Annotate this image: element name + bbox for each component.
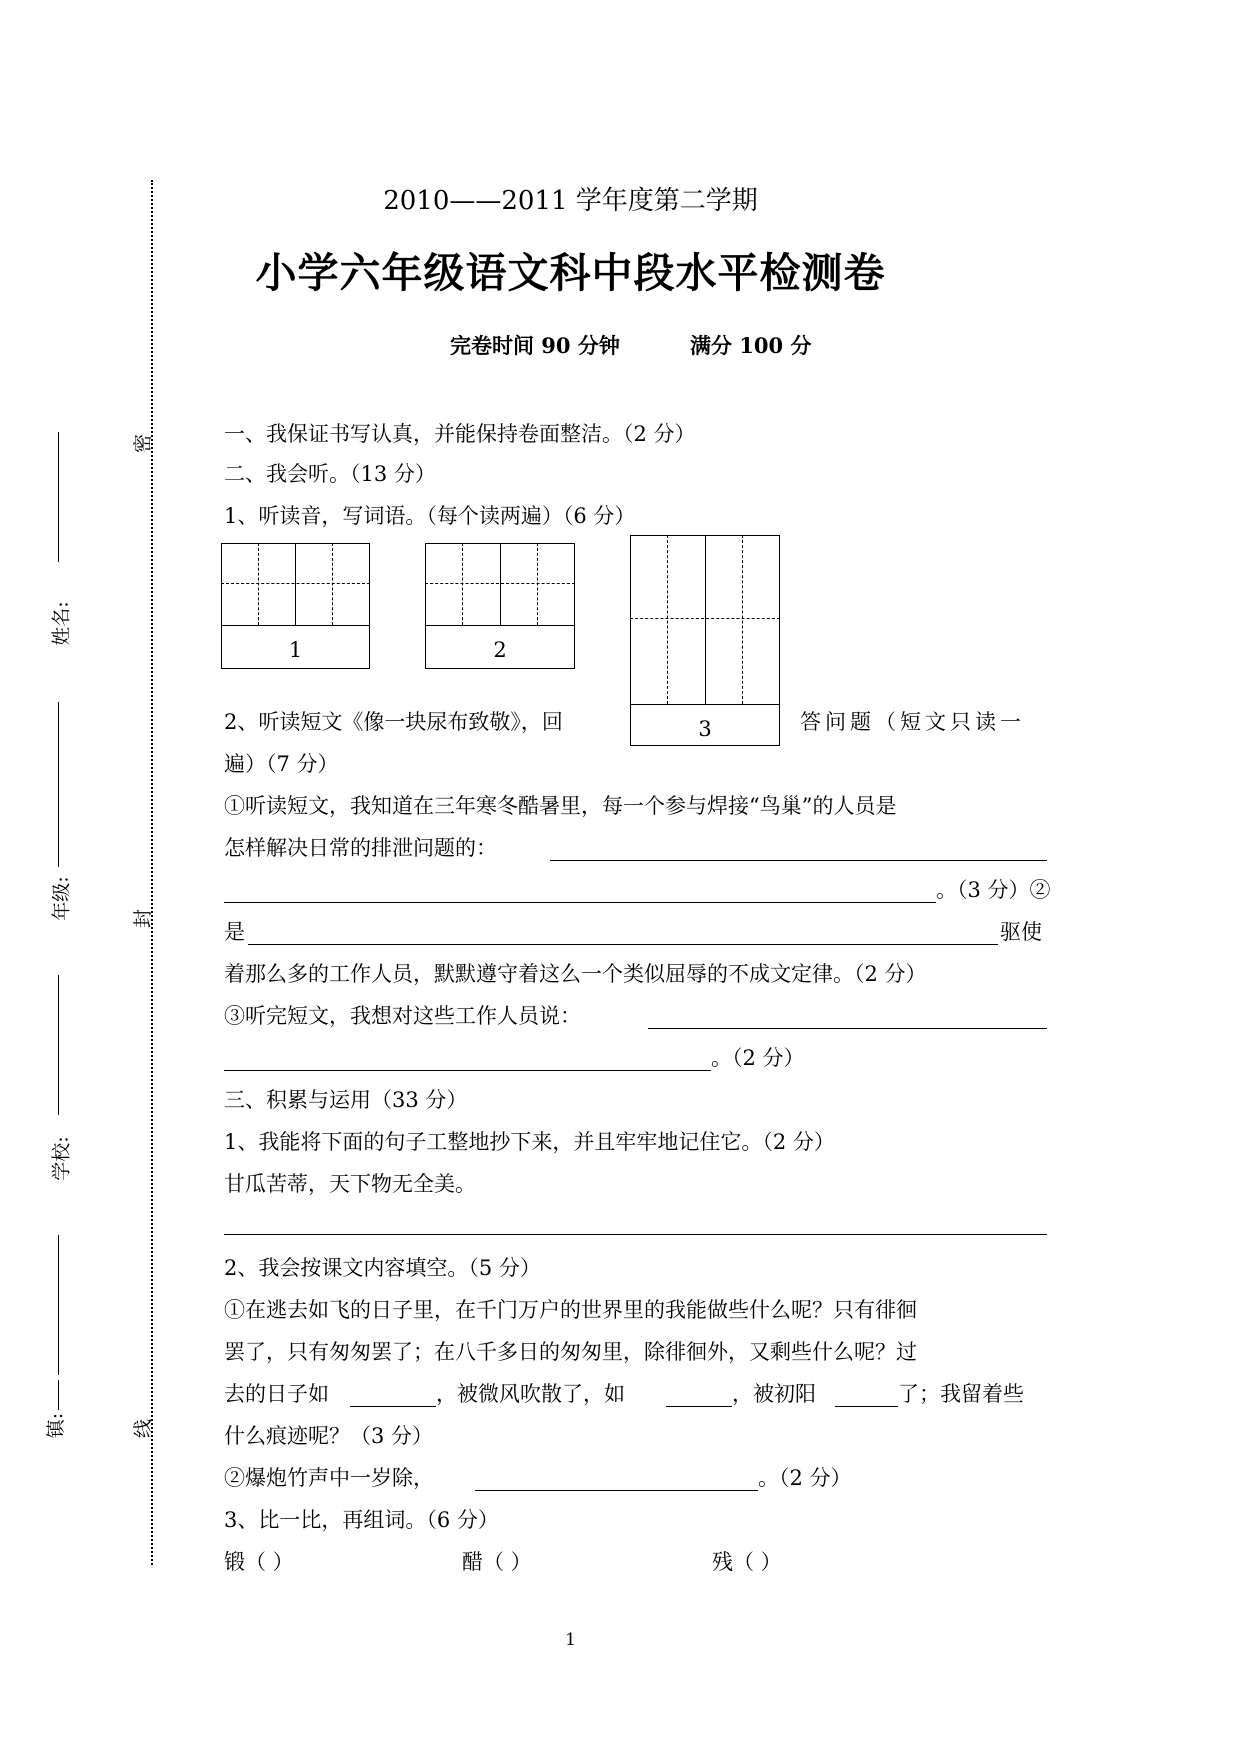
seal-feng: 封 <box>132 908 155 929</box>
box-3-dash-h <box>630 618 780 619</box>
q3-2-blank-1[interactable] <box>350 1406 436 1407</box>
school-label: 学校: <box>50 1136 73 1181</box>
seal-dotted-line <box>151 180 153 1565</box>
q2-1-score: 。（3 分）② <box>936 878 1051 902</box>
box-1-dash-v1 <box>258 543 259 625</box>
box-3-dash-v1 <box>667 535 668 704</box>
q3-2-1-part-1: 去的日子如 <box>224 1382 329 1406</box>
section-3-q3: 3、比一比，再组词。（6 分） <box>224 1508 499 1532</box>
school-line <box>58 975 59 1115</box>
q2-2-line-c: 着那么多的工作人员，默默遵守着这么一个类似屈辱的不成文定律。（2 分） <box>224 962 927 986</box>
q2-3-answer-line-1[interactable] <box>648 1028 1047 1029</box>
section-3: 三、积累与运用（33 分） <box>224 1088 468 1112</box>
q3-2-2-line-a: ②爆炮竹声中一岁除， <box>224 1466 434 1490</box>
section-3-q1-text: 甘瓜苦蒂，天下物无全美。 <box>224 1172 476 1196</box>
q3-2-blank-3[interactable] <box>835 1406 898 1407</box>
box-3-dash-v2 <box>742 535 743 704</box>
box-1-dash-v2 <box>332 543 333 625</box>
grade-line <box>58 702 59 867</box>
box-1-divider <box>221 625 370 626</box>
box-3-number: 3 <box>698 717 712 741</box>
box-3-divider <box>630 704 780 705</box>
q3-2-1-part-3: ，被初阳 <box>732 1382 816 1406</box>
q2-2-answer-line[interactable] <box>248 944 998 945</box>
section-3-q1: 1、我能将下面的句子工整地抄下来，并且牢牢地记住它。（2 分） <box>224 1130 835 1154</box>
box-3-mid <box>705 535 706 704</box>
seal-mi: 密 <box>132 433 155 454</box>
q3-1-copy-line[interactable] <box>224 1234 1047 1235</box>
name-label: 姓名: <box>50 601 73 646</box>
q3-2-1-part-4: 了；我留着些 <box>898 1382 1024 1406</box>
section-2-q1: 1、听读音，写词语。（每个读两遍）（6 分） <box>224 504 636 528</box>
q3-3-word-3[interactable]: 残（ ） <box>712 1550 782 1574</box>
q2-3-line-a: ③听完短文，我想对这些工作人员说： <box>224 1004 581 1028</box>
section-2-q2-part-a: 2、听读短文《像一块尿布致敬》，回 <box>224 710 563 734</box>
exam-title: 小学六年级语文科中段水平检测卷 <box>255 249 886 297</box>
box-2-divider <box>425 625 575 626</box>
section-1: 一、我保证书写认真，并能保持卷面整洁。（2 分） <box>224 422 696 446</box>
q3-2-1-line-a: ①在逃去如飞的日子里，在千门万户的世界里的我能做些什么呢？只有徘徊 <box>224 1298 917 1322</box>
q3-2-blank-2[interactable] <box>666 1406 732 1407</box>
box-2-dash-v1 <box>462 543 463 625</box>
score-info: 满分 100 分 <box>690 333 812 358</box>
page-number: 1 <box>565 1630 576 1650</box>
q3-2-2-answer-line[interactable] <box>475 1490 758 1491</box>
box-1-mid <box>295 543 296 625</box>
town-line <box>58 1380 59 1410</box>
time-info: 完卷时间 90 分钟 <box>450 333 620 358</box>
q2-1-line-a: ①听读短文，我知道在三年寒冬酷暑里，每一个参与焊接“鸟巢”的人员是 <box>224 794 897 818</box>
section-2-q2-part-c: 遍）（7 分） <box>224 752 339 776</box>
q3-2-1-line-d: 什么痕迹呢？（3 分） <box>224 1424 434 1448</box>
school-line-2 <box>58 1235 59 1375</box>
grade-label: 年级: <box>50 876 73 921</box>
q2-1-answer-line-2[interactable] <box>224 902 936 903</box>
q3-3-word-1[interactable]: 锻（ ） <box>224 1550 294 1574</box>
box-1-number: 1 <box>288 638 303 662</box>
box-2-number: 2 <box>493 638 507 662</box>
q3-3-word-2[interactable]: 醋（ ） <box>462 1550 532 1574</box>
q2-2-qushi: 驱使 <box>1000 920 1042 944</box>
box-2-dash-h <box>425 583 575 584</box>
section-2-q2-part-b: 答问题（短文只读一 <box>800 710 1025 734</box>
q2-3-score: 。（2 分） <box>711 1046 805 1070</box>
q2-1-answer-line-1[interactable] <box>550 860 1047 861</box>
exam-term: 2010——2011 学年度第二学期 <box>383 186 758 216</box>
q3-2-1-part-2: ，被微风吹散了，如 <box>436 1382 625 1406</box>
q2-1-line-b: 怎样解决日常的排泄问题的： <box>224 836 497 860</box>
name-line <box>58 432 59 562</box>
town-label: 镇: <box>45 1412 68 1439</box>
q3-2-2-score: 。（2 分） <box>758 1466 852 1490</box>
box-2-mid <box>500 543 501 625</box>
q2-2-shi: 是 <box>224 920 245 944</box>
q3-2-1-line-b: 罢了，只有匆匆罢了；在八千多日的匆匆里，除徘徊外，又剩些什么呢？过 <box>224 1340 917 1364</box>
box-2-dash-v2 <box>537 543 538 625</box>
seal-xian: 线 <box>132 1418 155 1439</box>
section-3-q2: 2、我会按课文内容填空。（5 分） <box>224 1256 541 1280</box>
section-2: 二、我会听。（13 分） <box>224 462 436 486</box>
box-1-dash-h <box>221 583 370 584</box>
q2-3-answer-line-2[interactable] <box>224 1070 711 1071</box>
